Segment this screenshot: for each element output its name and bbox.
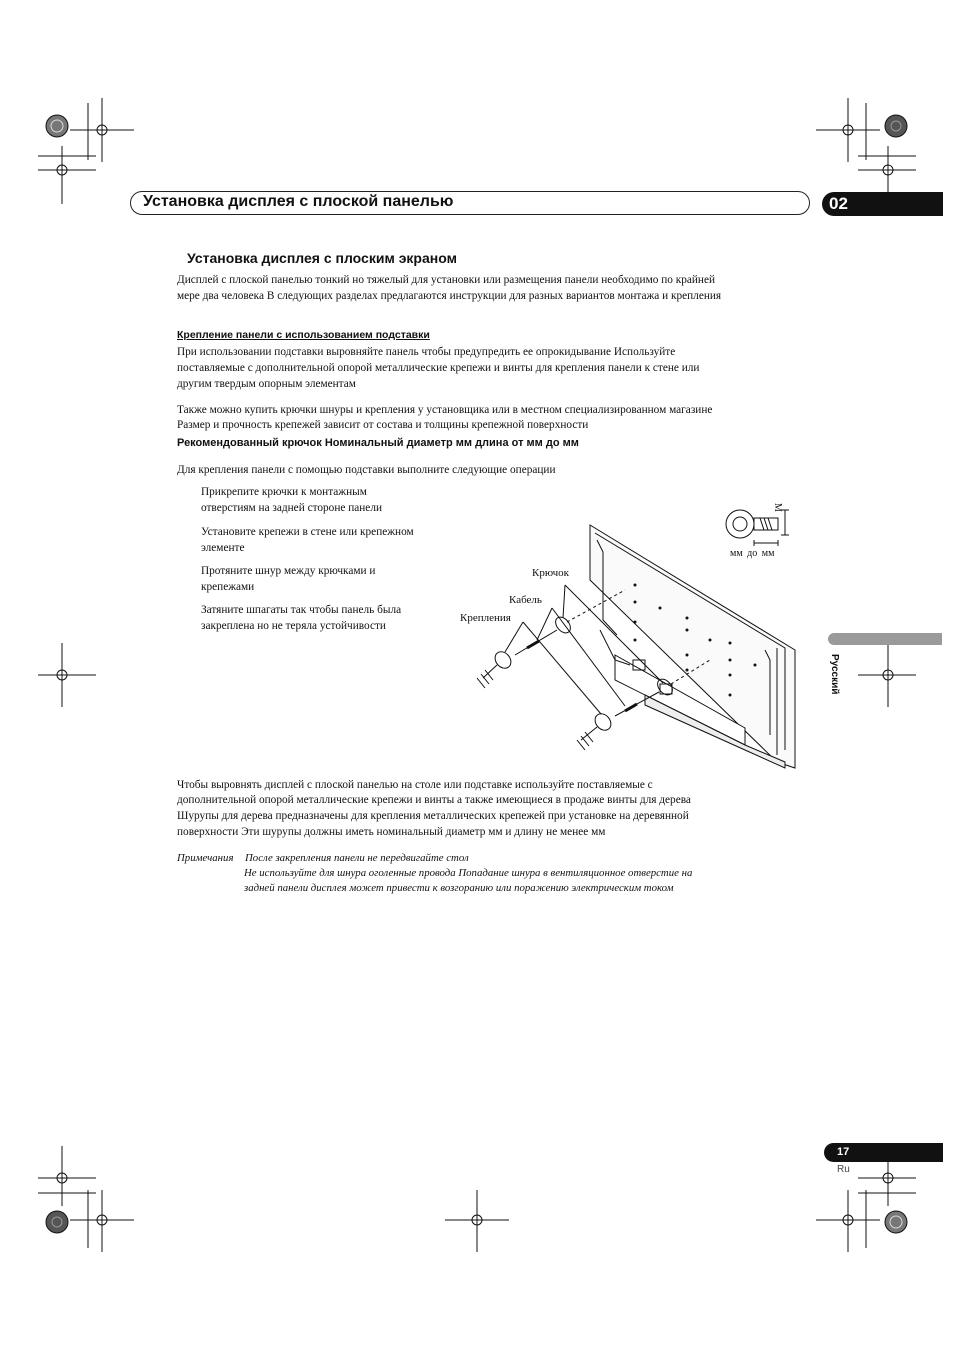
table-line-4: поверхности Эти шурупы должны иметь номинальный диаметр мм и длину не менее мм [177, 826, 606, 838]
page-number: 17 [824, 1143, 943, 1162]
stand-paragraph-2-line-1: Также можно купить крючки шнуры и крепления у установщика или в местном специализированном магазине [177, 404, 713, 416]
step-4-line-1: Затяните шпагаты так чтобы панель была [201, 604, 402, 616]
panel-mounting-diagram [455, 500, 805, 775]
note-2-line-2: задней панели дисплея может привести к возгоранию или поражению электрическим током [244, 882, 674, 894]
table-line-1: Чтобы выровнять дисплей с плоской панелью на столе или подставке используйте поставляемые с [177, 779, 653, 791]
note-1: После закрепления панели не передвигайте стол [245, 852, 469, 864]
step-3-line-1: Протяните шнур между крючками и [201, 565, 376, 577]
stand-paragraph-1-line-3: другим твердым опорным элементам [177, 378, 356, 390]
language-tab [828, 633, 942, 645]
page-language-code: Ru [837, 1164, 850, 1175]
chapter-number-badge: 02 [822, 192, 943, 216]
step-2-line-1: Установите крепежи в стене или крепежном [201, 526, 414, 538]
section-title: Установка дисплея с плоским экраном [187, 250, 457, 266]
intro-line-1: Дисплей с плоской панелью тонкий но тяжелый для установки или размещения панели необходимо по крайней [177, 274, 716, 286]
procedure-intro: Для крепления панели с помощью подставки выполните следующие операции [177, 464, 556, 476]
label-cable: Кабель [509, 594, 542, 606]
recommended-hook-spec: Рекомендованный крючок Номинальный диаметр мм длина от мм до мм [177, 437, 579, 449]
chapter-title: Установка дисплея с плоской панелью [143, 193, 454, 210]
language-tab-label: Русский [829, 654, 840, 695]
table-line-3: Шурупы для дерева предназначены для крепления металлических крепежей при установке на деревянной [177, 810, 689, 822]
step-3-line-2: крепежами [201, 580, 255, 593]
step-1 [201, 485, 461, 516]
table-line-2: дополнительной опорой металлические крепежи и винты а также имеющиеся в продаже винты для дерева [177, 794, 691, 806]
notes-label: Примечания [177, 852, 234, 864]
label-hook: Крючок [532, 567, 570, 579]
label-mm-range: мм до мм [730, 548, 775, 559]
stand-paragraph-2-line-2: Размер и прочность крепежей зависит от состава и толщины крепежной поверхности [177, 419, 589, 431]
subsection-title: Крепление панели с использованием подставки [177, 329, 430, 341]
label-fasteners: Крепления [460, 612, 511, 624]
step-2 [201, 525, 461, 556]
step-2-line-2: элементе [201, 541, 245, 554]
stand-paragraph-1-line-1: При использовании подставки выровняйте панель чтобы предупредить ее опрокидывание Используйте [177, 346, 676, 358]
step-4 [201, 603, 461, 634]
note-2-line-1: Не используйте для шнура оголенные провода Попадание шнура в вентиляционное отверстие на [244, 867, 693, 879]
stand-paragraph-1-line-2: поставляемые с дополнительной опорой металлические крепежи и винты для крепления панели к стене или [177, 362, 700, 374]
step-4-line-2: закреплена но не теряла устойчивости [201, 619, 386, 632]
intro-line-2: мере два человека В следующих разделах предлагаются инструкции для разных вариантов монтажа и крепления [177, 290, 722, 302]
step-1-line-2: отверстиям на задней стороне панели [201, 501, 383, 514]
step-1-line-1: Прикрепите крючки к монтажным [201, 486, 367, 498]
step-3 [201, 564, 461, 595]
label-m: M [771, 503, 783, 512]
